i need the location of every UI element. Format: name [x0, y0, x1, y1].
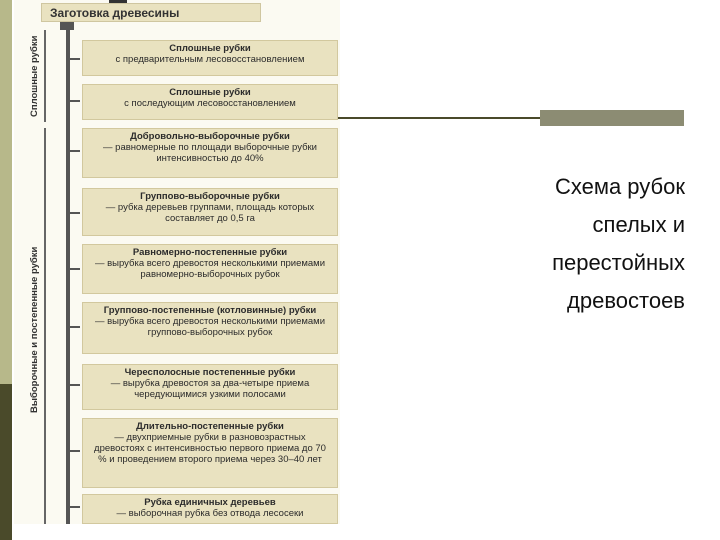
box-title: Группово-выборочные рубки — [140, 191, 280, 202]
diagram-box — [82, 40, 338, 76]
connector-tick — [70, 100, 80, 102]
box-text: — равномерные по площади выборочные рубки интенсивностью до 40% — [103, 142, 317, 164]
divider-accent — [540, 110, 684, 126]
box-title: Рубка единичных деревьев — [144, 497, 276, 508]
box-text: — вырубка древостоя за два-четыре приема чередующимися узкими полосами — [110, 378, 310, 400]
connector-tick — [70, 326, 80, 328]
connector-tick — [70, 212, 80, 214]
box-title: Сплошные рубки — [169, 87, 251, 98]
group-bracket-selective — [44, 128, 46, 524]
caption-line: древостоев — [567, 288, 685, 313]
diagram-title: Заготовка древесины — [41, 3, 261, 22]
diagram-box — [82, 84, 338, 120]
diagram-box — [82, 364, 338, 410]
connector-tick — [70, 384, 80, 386]
slide-caption — [490, 168, 685, 320]
diagram-box — [82, 128, 338, 178]
box-text: — рубка деревьев группами, площадь которых составляет до 0,5 га — [105, 202, 315, 224]
diagram-box — [82, 302, 338, 354]
box-title: Сплошные рубки — [169, 43, 251, 54]
box-title: Длительно-постепенные рубки — [136, 421, 284, 432]
box-text: — двухприемные рубки в разновозрастных древостоях с интенсивностью первого приема до 70 % и проведением второго приема через 30–40 лет — [94, 432, 326, 465]
caption-line: перестойных — [552, 250, 685, 275]
box-text: — вырубка всего древостоя несколькими приемами равномерно-выборочных рубок — [94, 258, 326, 280]
connector-tick — [70, 506, 80, 508]
left-accent-bar — [0, 0, 12, 384]
caption-line: спелых и — [592, 212, 685, 237]
diagram-box — [82, 494, 338, 524]
left-accent-bar-dark — [0, 384, 12, 540]
connector-tick — [70, 450, 80, 452]
diagram-box — [82, 418, 338, 488]
box-text: с последующим лесовосстановлением — [124, 98, 296, 109]
box-text: — выборочная рубка без отвода лесосеки — [116, 508, 304, 519]
box-text: — вырубка всего древостоя несколькими приемами группово-выборочных рубок — [94, 316, 326, 338]
group-label-selective-cuts: Выборочные и постепенные рубки — [29, 246, 40, 413]
connector-tick — [70, 150, 80, 152]
box-title: Группово-постепенные (котловинные) рубки — [103, 305, 317, 316]
diagram-image — [14, 0, 340, 524]
box-title: Добровольно-выборочные рубки — [130, 131, 290, 142]
box-title: Чересполосные постепенные рубки — [124, 367, 296, 378]
diagram-box — [82, 244, 338, 294]
caption-line: Схема рубок — [554, 174, 685, 199]
connector-tick — [70, 268, 80, 270]
connector-tick — [70, 58, 80, 60]
box-text: с предварительным лесовосстановлением — [115, 54, 305, 65]
diagram-box — [82, 188, 338, 236]
box-title: Равномерно-постепенные рубки — [132, 247, 288, 258]
group-bracket-clear — [44, 30, 46, 122]
group-label-clear-cuts: Сплошные рубки — [29, 35, 40, 117]
